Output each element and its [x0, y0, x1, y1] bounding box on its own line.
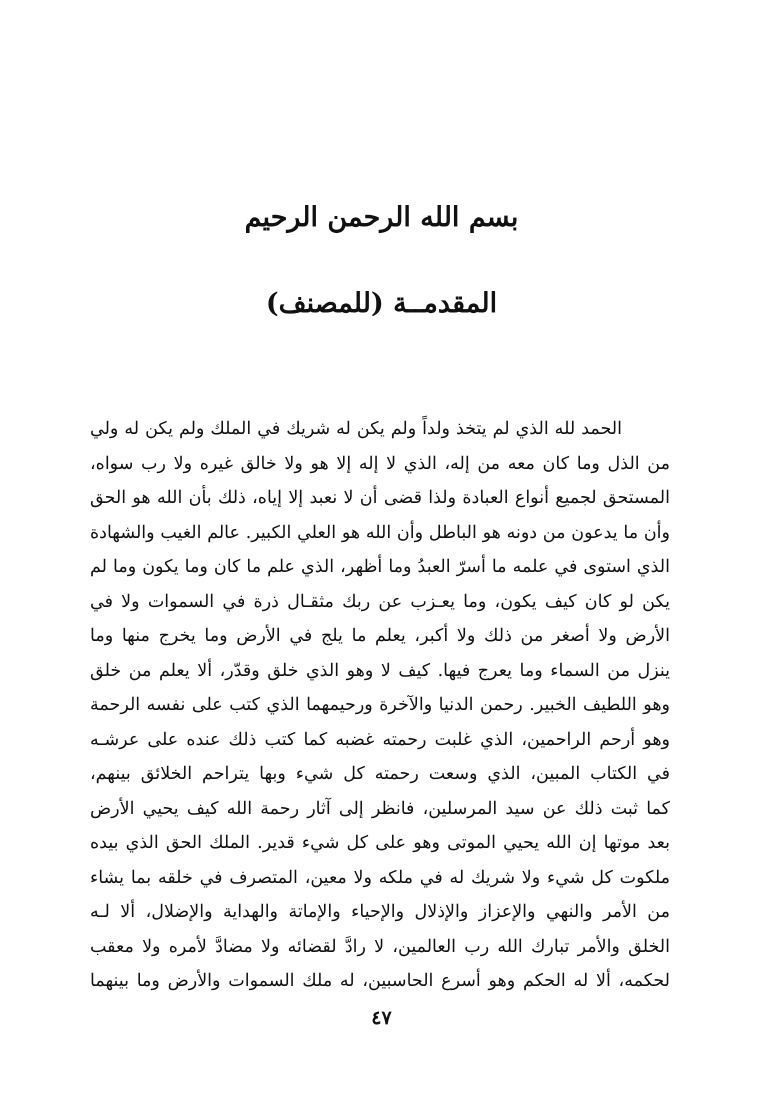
- text-line: الحمد لله الذي لم يتخذ ولداً ولم يكن له شريك في الملك ولم يكن له ولي: [90, 419, 622, 439]
- body-text: [90, 412, 670, 999]
- text-line: لحكمه، ألا له الحكم وهو أسرع الحاسبين، له ملك السموات والأرض وما بينهما: [90, 971, 670, 991]
- text-line: ينزل من السماء وما يعرج فيها. كيف لا وهو الذي خلق وقدّر، ألا يعلم من خلق: [90, 660, 670, 681]
- text-line: الأرض ولا أصغر من ذلك ولا أكبر، يعلم ما يلج في الأرض وما يخرج منها وما: [90, 626, 670, 646]
- basmala-heading: بسم الله الرحمن الرحيم: [244, 202, 519, 233]
- text-line: المستحق لجميع أنواع العبادة ولذا قضى أن لا نعبد إلا إياه، ذلك بأن الله هو الحق: [90, 488, 670, 508]
- text-line: ملكوت كل شيء ولا شريك له في ملكه ولا معين، المتصرف في خلقه بما يشاء: [90, 867, 670, 888]
- text-line: وأن ما يدعون من دونه هو الباطل وأن الله هو العلي الكبير. عالم الغيب والشهادة: [90, 522, 670, 543]
- text-line: في الكتاب المبين، الذي وسعت رحمته كل شيء وبها يتراحم الخلائق بينهم،: [90, 764, 670, 784]
- text-line: الذي استوى في علمه ما أسرّ العبدُ وما أظهر، الذي علم ما كان وما يكون وما لم: [90, 557, 670, 577]
- text-line: بعد موتها إن الله يحيي الموتى وهو على كل شيء قدير. الملك الحق الذي بيده: [90, 833, 670, 853]
- text-line: من الأمر والنهي والإعزاز والإذلال والإحياء والإماتة والهداية والإضلال، ألا لـه: [90, 902, 670, 922]
- text-line: الخلق والأمر تبارك الله رب العالمين، لا رادَّ لقضائه ولا مضادَّ لأمره ولا معقب: [90, 936, 670, 957]
- page-number: ٤٧: [371, 1007, 392, 1029]
- text-line: كما ثبت ذلك عن سيد المرسلين، فانظر إلى آثار رحمة الله كيف يحيي الأرض: [90, 798, 670, 819]
- text-line: يكن لو كان كيف يكون، وما يعـزب عن ربك مثقـال ذرة في السموات ولا في: [90, 591, 670, 612]
- text-line: وهو اللطيف الخبير. رحمن الدنيا والآخرة ورحيمهما الذي كتب على نفسه الرحمة: [90, 695, 670, 715]
- text-line: وهو أرحم الراحمين، الذي غلبت رحمته غضبه كما كتب ذلك عنده على عرشـه: [90, 729, 670, 750]
- text-line: من الذل وما كان معه من إله، الذي لا إله إلا هو ولا خالق غيره ولا رب سواه،: [90, 453, 670, 474]
- section-title: المقدمــة (للمصنف): [265, 288, 498, 319]
